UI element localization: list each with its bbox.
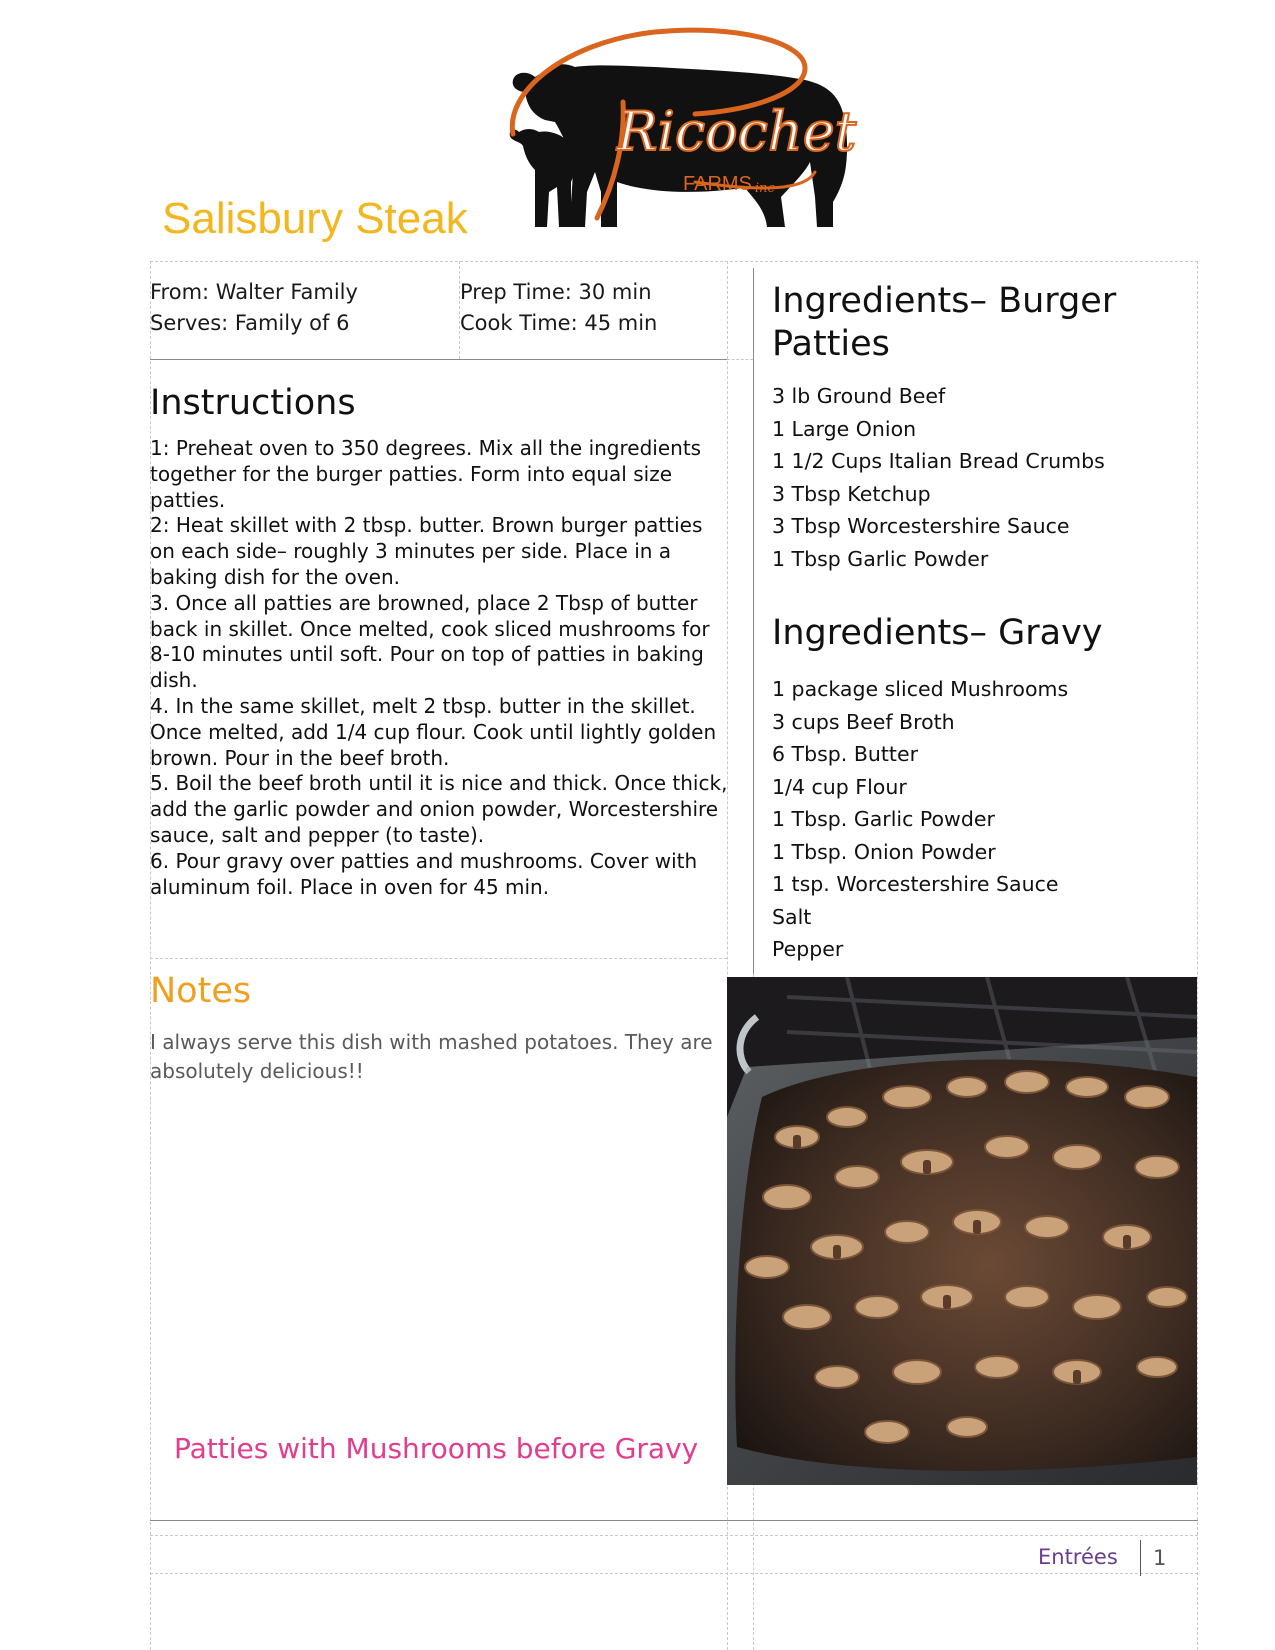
- column-divider: [753, 268, 754, 974]
- list-item: Pepper: [772, 937, 844, 961]
- ingredients-patties-heading: [772, 280, 1116, 366]
- ricochet-farms-logo: [505, 22, 885, 258]
- guide-right: [1197, 261, 1198, 1650]
- meta-divider: [150, 359, 727, 360]
- list-item: 1 Tbsp. Onion Powder: [772, 839, 996, 864]
- guide-notes-top: [150, 958, 727, 959]
- footer-section-label: Entrées: [1038, 1545, 1118, 1569]
- list-item: 3 Tbsp Ketchup: [772, 481, 931, 506]
- instruction-step: 6. Pour gravy over patties and mushrooms. Cover with aluminum foil. Place in oven for 45 min.: [150, 848, 698, 899]
- list-item: 1 1/2 Cups Italian Bread Crumbs: [772, 449, 1105, 473]
- ingredients-patties-list: [772, 380, 1105, 575]
- logo-farms: FARMS: [683, 173, 752, 195]
- ingredients-patties-heading-line1: Ingredients– Burger: [772, 281, 1117, 321]
- notes-text: I always serve this dish with mashed potatoes. They are absolutely delicious!!: [150, 1030, 713, 1083]
- logo-wordmark: Ricochet: [617, 100, 857, 163]
- list-item: 1 package sliced Mushrooms: [772, 677, 1069, 701]
- instructions-heading: Instructions: [150, 383, 356, 423]
- list-item: 1 Large Onion: [772, 416, 917, 441]
- ingredients-gravy-heading: Ingredients– Gravy: [772, 613, 1103, 653]
- prep-time-field: Prep Time: 30 min: [460, 280, 652, 304]
- serves-field: Serves: Family of 6: [150, 311, 350, 335]
- instruction-step: 4. In the same skillet, melt 2 tbsp. butter in the skillet. Once melted, add 1/4 cup flour. Cook until lightly golden brown. Pour in the beef broth.: [150, 693, 717, 770]
- list-item: 3 cups Beef Broth: [772, 709, 955, 734]
- recipe-title: Salisbury Steak: [162, 194, 468, 243]
- mushroom-patties-photo-icon: [727, 977, 1197, 1485]
- ingredients-patties-heading-line2: Patties: [772, 324, 890, 364]
- instruction-step: 5. Boil the beef broth until it is nice and thick. Once thick, add the garlic powder and onion powder, Worcestershire sauce, salt and pepper (to taste).: [150, 771, 728, 847]
- guide-footer-top: [150, 1535, 1198, 1536]
- from-field: From: Walter Family: [150, 280, 358, 304]
- food-photo: [727, 977, 1197, 1485]
- ingredients-gravy-list: [772, 673, 1068, 966]
- instructions-body: [150, 436, 730, 900]
- notes-heading: Notes: [150, 971, 252, 1011]
- cook-time-field: Cook Time: 45 min: [460, 311, 658, 335]
- footer-divider: [150, 1520, 1198, 1521]
- list-item: Salt: [772, 904, 812, 929]
- instruction-step: 1: Preheat oven to 350 degrees. Mix all the ingredients together for the burger patties. Form into equal size patties.: [150, 436, 702, 512]
- list-item: 1 Tbsp Garlic Powder: [772, 546, 989, 571]
- list-item: 3 lb Ground Beef: [772, 384, 946, 408]
- cow-logo-icon: [505, 22, 885, 258]
- guide-meta-gap: [727, 359, 753, 360]
- photo-caption: Patties with Mushrooms before Gravy: [174, 1432, 699, 1465]
- list-item: 1 Tbsp. Garlic Powder: [772, 807, 995, 831]
- guide-top: [150, 261, 1198, 262]
- list-item: 1 tsp. Worcestershire Sauce: [772, 872, 1059, 896]
- instruction-step: 2: Heat skillet with 2 tbsp. butter. Brown burger patties on each side– roughly 3 minutes per side. Place in a baking dish for the oven.: [150, 513, 703, 589]
- list-item: 1/4 cup Flour: [772, 774, 907, 799]
- list-item: 6 Tbsp. Butter: [772, 742, 918, 766]
- page-number: 1: [1153, 1546, 1167, 1570]
- guide-footer-bottom: [150, 1573, 1198, 1574]
- list-item: 3 Tbsp Worcestershire Sauce: [772, 514, 1070, 538]
- logo-inc: inc: [755, 181, 775, 196]
- instruction-step: 3. Once all patties are browned, place 2 Tbsp of butter back in skillet. Once melted, cook sliced mushrooms for 8-10 minutes until soft. Pour on top of patties in baking dish.: [150, 590, 710, 693]
- footer-separator: [1140, 1540, 1141, 1576]
